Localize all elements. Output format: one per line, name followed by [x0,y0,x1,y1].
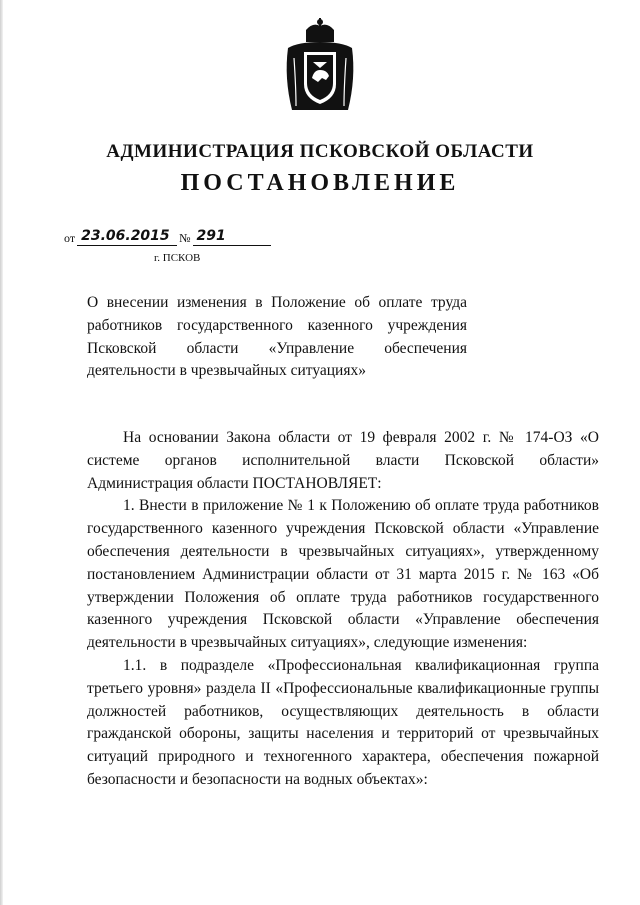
body-paragraph: На основании Закона области от 19 февраля 2002 г. № 174-ОЗ «О системе органов исполнительной власти Псковской области» Администрация области ПОСТАНОВЛЯЕТ: [87,429,599,492]
handwritten-date: 23.06.2015 [77,228,177,246]
number-prefix: № [179,231,191,245]
document-type-title: ПОСТАНОВЛЕНИЕ [180,170,460,196]
organization-title: АДМИНИСТРАЦИЯ ПСКОВСКОЙ ОБЛАСТИ [106,141,534,162]
pskov-coat-of-arms-icon [282,18,358,118]
date-number-line [64,224,271,246]
handwritten-number: 291 [193,228,271,246]
date-prefix: от [64,231,76,245]
body-paragraph: 1. Внести в приложение № 1 к Положению об оплате труда работников государственного казенного учреждения Псковской области «Управление обеспечения деятельности в чрезвычайных ситуациях», утвержденному постановлением Администрации области от 31 марта 2015 г. № 163 «Об утверждении Положения об оплате труда работников государственного казенного учреждения Псковской области «Управление обеспечения деятельности в чрезвычайных ситуациях», следующие изменения: [87,497,599,652]
body-paragraph: 1.1. в подразделе «Профессиональная квалификационная группа третьего уровня» раздела II «Профессиональные квалификационные группы должностей работников, осуществляющих деятельность в области гражданской обороны, защиты населения и территорий от чрезвычайных ситуаций природного и техногенного характера, обеспечения пожарной безопасности и безопасности на водных объектах»: [87,656,599,788]
scan-edge [0,0,3,905]
document-subject: О внесении изменения в Положение об оплате труда работников государственного казенного учреждения Псковской области «Управление обеспечения деятельности в чрезвычайных ситуациях» [87,294,467,380]
document-body [87,427,599,792]
city-label: г. ПСКОВ [154,252,201,264]
